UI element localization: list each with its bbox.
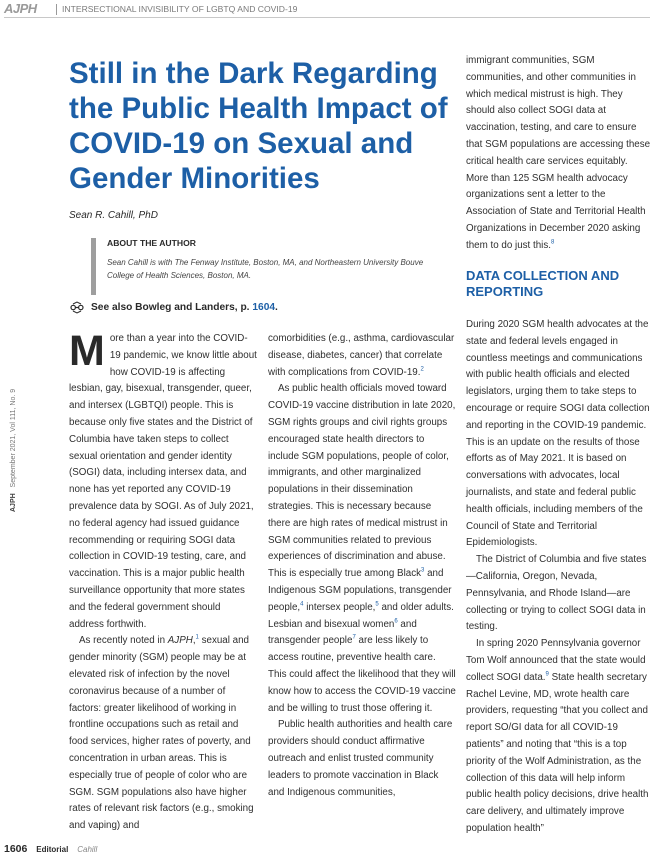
side-running-note xyxy=(10,389,17,512)
page-number: 1606 xyxy=(4,843,28,855)
text-column-1 xyxy=(69,327,257,835)
see-also-text: See also Bowleg and Landers, p. xyxy=(91,302,250,313)
header-divider xyxy=(56,4,57,15)
text-column-2 xyxy=(268,331,456,801)
text-column-3-bottom xyxy=(466,317,650,838)
footer-author: Cahill xyxy=(77,845,98,854)
see-also-end: . xyxy=(275,302,278,313)
about-heading: ABOUT THE AUTHOR xyxy=(107,238,196,248)
article-title: Still in the Dark Regarding the Public Health Impact of COVID-19 on Sexual and Gender Minorities xyxy=(69,57,448,195)
paragraph-text: and transgender people xyxy=(268,618,417,647)
paragraph-text: ore than a year into the COVID-19 pandemic, we know little about how COVID-19 is affecting lesbian, gay, bisexual, transgender, queer, and intersex (LGBTQI) people. This is because only five states and the District of Columbia have taken steps to collect sexual orientation and gender identity (SOGI) data, including intersex data, and none has yet reported any COVID-19 prevalence data by SOGI. As of July 2021, no federal agency had issued guidance recommending or requiring SOGI data collection in COVID-19 testing, care, and vaccination. This is a major public health surveillance opportunity that more states and the federal government should address forthwith. xyxy=(69,333,257,630)
paragraph xyxy=(466,636,650,838)
text-column-3-top xyxy=(466,53,650,255)
paragraph-text: and older adults. Lesbian and bisexual women xyxy=(268,601,454,630)
paragraph: The District of Columbia and five states—California, Oregon, Nevada, Pennsylvania, and Rhode Island—are collecting or trying to collect SOGI data in testing. xyxy=(466,554,647,633)
reference-link[interactable]: 5 xyxy=(375,601,379,608)
paragraph-text: In spring 2020 Pennsylvania governor Tom Wolf announced that the state would collect SOGI data. xyxy=(466,638,646,683)
paragraph-text: State health secretary Rachel Levine, MD, wrote health care providers, requesting “that you collect and report SO/GI data for all COVID-19 patients” and noting that “this is a top priority of the Wolf Administration, as the collection of this data will help inform public health policy decisions, drive health care delivery, and ultimately improve population health” xyxy=(466,671,649,834)
reference-link[interactable]: 1 xyxy=(195,635,199,642)
page-footer xyxy=(4,843,97,855)
paragraph-text: , xyxy=(192,635,196,647)
reference-link[interactable]: 9 xyxy=(545,671,549,678)
paragraph xyxy=(268,331,456,381)
about-accent-bar xyxy=(91,238,96,295)
paragraph: During 2020 SGM health advocates at the state and federal levels engaged in countless meetings and communications with public health officials and elected legislators, urging them to take steps to encourage or require SOGI data collection and reporting in the COVID-19 pandemic. This is an update on the results of those efforts as of May 2021. It is based on conversations with advocates, local journalists, and state and federal public health officials, including members of the Council of State and Territorial Epidemiologists. xyxy=(466,319,650,549)
see-also-page-link[interactable]: 1604 xyxy=(252,302,276,313)
section-heading: DATA COLLECTION AND REPORTING xyxy=(466,268,620,299)
paragraph-text: immigrant communities, SGM communities, and other communities in which medical mistrust is high. They should also collect SOGI data at vaccination, testing, and care to ensure that SGM populations are accessing these critical health care services equitably. More than 125 SGM health advocacy organizations sent a letter to the Association of State and Territorial Health Organizations in December 2020 asking them to do just this. xyxy=(466,55,650,251)
paragraph-text: As recently noted in xyxy=(79,635,168,647)
about-text: Sean Cahill is with The Fenway Institute, Boston, MA, and Northeastern University Bouve College of Health Sciences, Boston, MA. xyxy=(107,258,424,280)
running-title: INTERSECTIONAL INVISIBILITY OF LGBTQ AND COVID-19 xyxy=(62,4,298,14)
paragraph-text: intersex people, xyxy=(303,601,376,613)
see-also-note xyxy=(69,301,278,314)
journal-logo: AJPH xyxy=(4,1,37,16)
paragraph-text: sexual and gender minority (SGM) people may be at elevated risk of infection by the novel coronavirus because of a number of factors: greater likelihood of working in frontline occupations such as retail and food services, higher rates of poverty, and concentration in urban areas. This is especially true of people of color who are SGM. SGM populations also have higher rates of relevant risk factors (e.g., smoking and vaping) and xyxy=(69,635,254,832)
paragraph-text: As public health officials moved toward COVID-19 vaccine distribution in late 2020, SGM rights groups and civil rights groups encouraged state health directors to include SGM populations, people of color, immigrants, and other marginalized populations in their dissemination strategies. This is necessary because there are high rates of medical mistrust in SGM communities related to previous experiences of discrimination and abuse. This is especially true among Black xyxy=(268,383,456,580)
drop-cap: M xyxy=(69,327,105,375)
paragraph xyxy=(268,381,456,717)
paragraph xyxy=(466,53,650,255)
paragraph-text: comorbidities (e.g., asthma, cardiovascular disease, diabetes, cancer) that correlate with complications from COVID-19. xyxy=(268,333,455,378)
paragraph xyxy=(69,633,257,835)
side-journal: AJPH xyxy=(10,493,17,512)
paragraph: Public health authorities and health care providers should conduct affirmative outreach and enlist trusted community leaders to promote vaccination in Black and Indigenous communities, xyxy=(268,719,453,798)
header-rule xyxy=(4,17,650,18)
reference-link[interactable]: 8 xyxy=(550,239,555,246)
reference-link[interactable]: 2 xyxy=(420,366,424,373)
reference-link[interactable]: 6 xyxy=(394,618,398,625)
footer-section-label: Editorial xyxy=(36,845,69,854)
journal-name: AJPH xyxy=(167,635,193,647)
paragraph xyxy=(69,327,257,633)
reference-link[interactable]: 3 xyxy=(421,567,425,574)
cross-reference-icon xyxy=(69,301,85,314)
article-author: Sean R. Cahill, PhD xyxy=(69,210,158,221)
paragraph-text: and Indigenous SGM populations, transgender people, xyxy=(268,568,452,613)
side-issue: September 2021, Vol 111, No. 9 xyxy=(10,388,17,488)
reference-link[interactable]: 4 xyxy=(300,601,304,608)
running-header xyxy=(0,0,650,20)
reference-link[interactable]: 7 xyxy=(352,635,356,642)
paragraph-text: are less likely to access routine, preventive health care. This could affect the likelihood that they will know how to access the COVID-19 vaccine and be willing to trust those offering it. xyxy=(268,635,456,714)
